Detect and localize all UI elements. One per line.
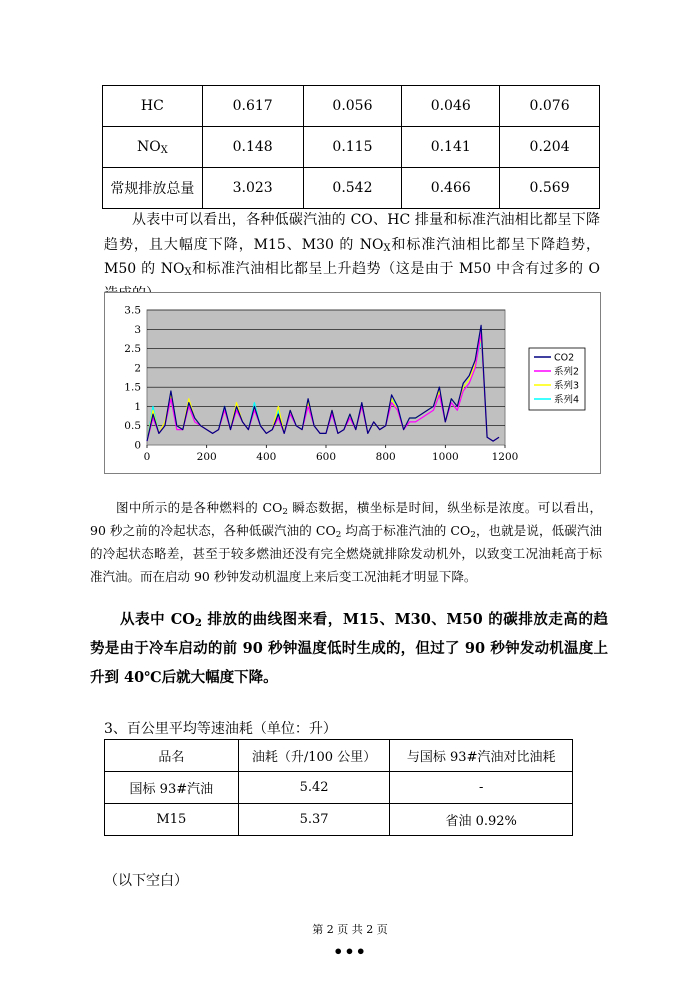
table-row [103, 127, 600, 168]
table-row [105, 772, 573, 804]
x-tick-label: 600 [315, 451, 337, 463]
value-cell: 0.115 [303, 127, 402, 168]
legend-label: CO2 [554, 352, 575, 364]
value-cell: 0.617 [202, 86, 303, 127]
more-indicator: ••• [333, 942, 367, 961]
value-cell: 0.148 [202, 127, 303, 168]
value-cell: 0.056 [303, 86, 402, 127]
y-tick-label: 0 [134, 439, 141, 452]
value-cell: 5.37 [238, 804, 390, 836]
value-cell: 0.046 [402, 86, 500, 127]
row-label: 常规排放总量 [103, 168, 203, 209]
column-header: 与国标 93#汽油对比油耗 [390, 740, 573, 772]
table-row [105, 804, 573, 836]
row-label: $NO_X$ [103, 127, 203, 168]
legend-label: 系列4 [554, 394, 580, 406]
column-header: 油耗（升/100 公里） [238, 740, 390, 772]
table-row [103, 86, 600, 127]
y-tick-label: 1 [134, 400, 141, 413]
column-header: 品名 [105, 740, 239, 772]
analysis-paragraph: 从表中可以看出，各种低碳汽油的 CO、HC 排量和标准汽油相比都呈下降趋势，且大幅度下降，M15、M30 的 $NO_X$和标准汽油相比都呈下降趋势，M50 的 $NO_X$和标准汽油相比都呈上升趋势（这是由于 M50 中含有过多的 O [104, 212, 600, 278]
x-tick-label: 800 [375, 451, 396, 463]
x-tick-label: 400 [256, 451, 277, 463]
y-tick-label: 2.5 [124, 343, 141, 356]
row-label: HC [103, 86, 203, 127]
co2-chart-svg [105, 293, 600, 473]
blank-note: （以下空白） [104, 873, 188, 889]
x-tick-label: 1200 [491, 451, 519, 463]
y-tick-label: 3 [134, 323, 141, 336]
value-cell: 省油 0.92% [390, 804, 573, 836]
x-tick-label: 1000 [431, 451, 459, 463]
value-cell: 5.42 [238, 772, 390, 804]
value-cell: 3.023 [202, 168, 303, 209]
x-tick-label: 200 [196, 451, 217, 463]
conclusion-paragraph: 从表中 $CO_2$ 排放的曲线图来看，M15、M30、M50 的碳排放走高的趋势是由于冷车启动的前 90 秒钟温度低时生成的，但过了 90 秒钟发动机温度上升到 40℃后就大幅度下降。 [90, 611, 608, 686]
value-cell: 0.542 [303, 168, 402, 209]
legend-label: 系列3 [554, 380, 580, 392]
table-header-row [105, 740, 573, 772]
page-footer: 第 2 页 共 2 页 [312, 923, 388, 936]
table-row [103, 168, 600, 209]
y-tick-label: 3.5 [124, 304, 141, 317]
fuel-section-title: 3、百公里平均等速油耗（单位：升） [104, 721, 337, 737]
y-tick-label: 1.5 [124, 381, 141, 394]
value-cell: 0.204 [500, 127, 600, 168]
value-cell: - [390, 772, 573, 804]
co2-chart [104, 292, 601, 474]
emission-table [102, 85, 600, 209]
value-cell: 0.076 [500, 86, 600, 127]
x-tick-label: 0 [143, 451, 151, 463]
value-cell: 国标 93#汽油 [105, 772, 239, 804]
value-cell: 0.569 [500, 168, 600, 209]
y-tick-label: 2 [134, 362, 141, 375]
y-tick-label: 0.5 [124, 420, 141, 433]
chart-description-paragraph: 图中所示的是各种燃料的 $CO_2$ 瞬态数据，横坐标是时间，纵坐标是浓度。可以看出，90 秒之前的冷起状态，各种低碳汽油的 $CO_2$ 均高于标准汽油的 $CO_2$，也就是说，低碳汽油的冷起状态略差，甚至于较多燃油还没有完全燃烧就排除发动机外，以致变工况油耗高于标准汽油。而在启动 90 秒钟发动机温度上来后变工况油耗才明显下降。 [90, 500, 602, 584]
value-cell: 0.141 [402, 127, 500, 168]
fuel-consumption-table [104, 739, 573, 836]
legend-label: 系列2 [554, 366, 580, 378]
value-cell: 0.466 [402, 168, 500, 209]
value-cell: M15 [105, 804, 239, 836]
